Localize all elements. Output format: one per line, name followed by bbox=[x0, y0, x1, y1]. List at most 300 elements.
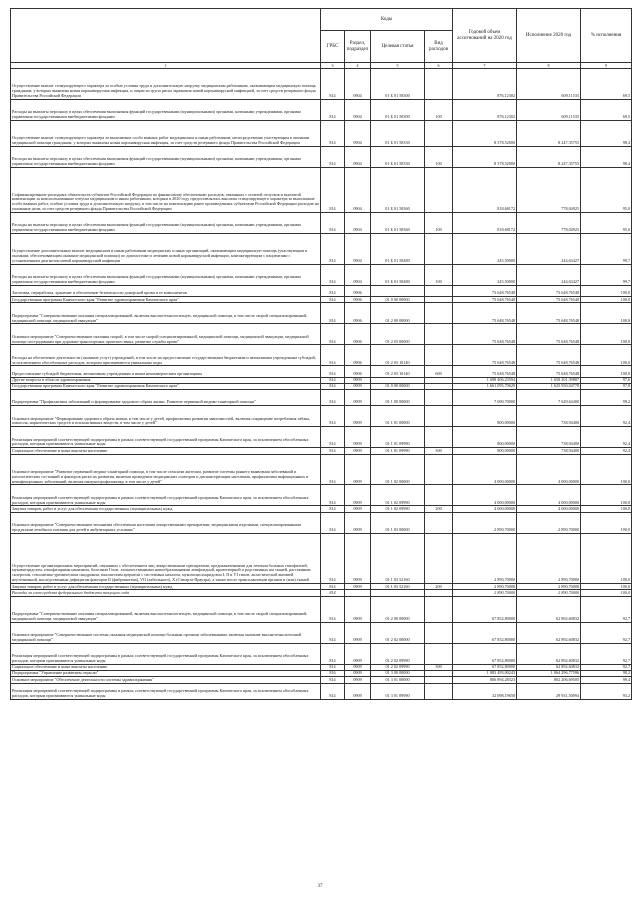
execution-value: 8 247,35755 bbox=[517, 146, 581, 167]
percent-value: 100,0 bbox=[581, 366, 632, 377]
target-article-header: Целевая статья bbox=[371, 31, 425, 63]
section-code: 0909 bbox=[345, 427, 371, 448]
table-row bbox=[11, 643, 632, 664]
row-name: Основное мероприятие "Совершенствование системы оказания медицинской помощи больным прочими заболеваниями, включая оказание высокотехнологичной медицинской помощи" bbox=[11, 622, 321, 643]
row-name: Осуществление выплат стимулирующего характера за выполнение особо важных работ медицинским и иным работникам, непосредственно участвующим в оказании медицинской помощи гражданам, у которых выявлена новая коронавирусная инфекция, за счет средств резервного фонда Правительства Российской Федерации bbox=[11, 120, 321, 146]
section-code: 0909 bbox=[345, 677, 371, 683]
target-article-code: 01 Б 01 58300 bbox=[371, 69, 425, 100]
section-code: 0904 bbox=[345, 167, 371, 213]
target-article-code: 01 Б 01 58480 bbox=[371, 264, 425, 285]
row-name: Предоставление субсидий бюджетным, автономным учреждениям и иным некоммерческим организациям bbox=[11, 366, 321, 377]
row-name: Расходы на выплаты персоналу в целях обеспечения выполнения функций государственными (муниципальными) органами, казенными учреждениями, органами управления государственными внебюджетными фондами bbox=[11, 146, 321, 167]
grbs-code: 814 bbox=[321, 303, 345, 324]
table-row bbox=[11, 146, 632, 167]
percent-value: 99,7 bbox=[581, 264, 632, 285]
expense-type-code: 600 bbox=[425, 366, 453, 377]
execution-value: 4 000,00000 bbox=[517, 454, 581, 485]
row-name: Основное мероприятие "Совершенствование оказания скорой, в том числе скорой специализированной, медицинской помощи, медицинской эвакуации, медицинской помощи пострадавшим при дорожно-транспортных происшествиях, развитие службы крови" bbox=[11, 324, 321, 345]
table-row bbox=[11, 324, 632, 345]
section-code: 0909 bbox=[345, 454, 371, 485]
grbs-code: 814 bbox=[321, 683, 345, 699]
percent-value: 100,0 bbox=[581, 324, 632, 345]
row-name: Софинансирование расходных обязательств субъектов Российской Федерации по финансовому обеспечению расходов, связанных с оплатой отпусков и выплатой компенсации за неиспользованные отпуска медицинским и иным работникам, которым в 2020 году предоставлялись выплаты стимулирующего характера за выполнение особо важных работ, особые условия труда и дополнительную нагрузку, в том числе на компенсацию ранее произведенных субъектами Российской Федерации расходов на указанные цели, за счет средств резервного фонда Правительства Российской Федерации bbox=[11, 167, 321, 213]
percent-value: 97,6 bbox=[581, 377, 632, 383]
grbs-code: 814 bbox=[321, 297, 345, 303]
execution-value: 2 890,70000 bbox=[517, 533, 581, 583]
grbs-code: 814 bbox=[321, 427, 345, 448]
grbs-code: 814 bbox=[321, 366, 345, 377]
section-code: 0904 bbox=[345, 264, 371, 285]
column-index: 9 bbox=[581, 63, 632, 69]
expense-type-code: 100 bbox=[425, 146, 453, 167]
percent-value: 98,2 bbox=[581, 670, 632, 676]
percent-value: 92,7 bbox=[581, 643, 632, 664]
grbs-code: 814 bbox=[321, 285, 345, 296]
target-article-code: 01 0 00 00000 bbox=[371, 383, 425, 389]
execution-value: 75 648,76548 bbox=[517, 285, 581, 296]
percent-value: 100,0 bbox=[581, 533, 632, 583]
column-index: 6 bbox=[425, 63, 453, 69]
grbs-code: 814 bbox=[321, 345, 345, 366]
execution-value: 75 648,76548 bbox=[517, 303, 581, 324]
execution-value: 2 890,70000 bbox=[517, 512, 581, 533]
percent-value: 100,0 bbox=[581, 285, 632, 296]
table-row bbox=[11, 213, 632, 234]
row-name: Реализация мероприятий соответствующей подпрограммы в рамках соответствующей государственной программы Камчатского края, за исключением обособленных расходов, которым присваиваются уникальные коды bbox=[11, 683, 321, 699]
expense-type-code: 100 bbox=[425, 264, 453, 285]
annual-volume-value: 8 378,52000 bbox=[453, 120, 517, 146]
annual-volume-value: 4 000,00000 bbox=[453, 485, 517, 506]
target-article-code: 01 1 02 09990 bbox=[371, 485, 425, 506]
percent-value: 100,0 bbox=[581, 584, 632, 590]
grbs-code: 814 bbox=[321, 664, 345, 670]
grbs-code: 814 bbox=[321, 512, 345, 533]
row-name: Реализация мероприятий соответствующей подпрограммы в рамках соответствующей государственной программы Камчатского края, за исключением обособленных расходов, которым присваиваются уникальные коды bbox=[11, 643, 321, 664]
column-index: 7 bbox=[453, 63, 517, 69]
annual-volume-value: 4 000,00000 bbox=[453, 454, 517, 485]
execution-value: 62 892,60832 bbox=[517, 596, 581, 622]
column-index: 1 bbox=[11, 63, 321, 69]
execution-value: 1 658 201,39887 bbox=[517, 377, 581, 383]
annual-volume-header: Годовой объем ассигнований на 2020 год bbox=[453, 9, 517, 63]
section-code: 0906 bbox=[345, 366, 371, 377]
table-row bbox=[11, 167, 632, 213]
percent-value: 100,0 bbox=[581, 512, 632, 533]
target-article-code: 01 Б 01 58360 bbox=[371, 213, 425, 234]
target-article-code: 01 2 00 00000 bbox=[371, 596, 425, 622]
annual-volume-value: 75 648,76548 bbox=[453, 324, 517, 345]
execution-value: 29 931,50094 bbox=[517, 683, 581, 699]
row-name: Расходы на выплаты персоналу в целях обеспечения выполнения функций государственными (муниципальными) органами, казенными учреждениями, органами управления государственными внебюджетными фондами bbox=[11, 264, 321, 285]
table-row bbox=[11, 390, 632, 406]
section-header: Раздел, подраздел bbox=[345, 31, 371, 63]
target-article-code: 01 Б 01 58330 bbox=[371, 146, 425, 167]
section-code: 0909 bbox=[345, 596, 371, 622]
expense-type-code bbox=[425, 285, 453, 296]
section-code: 0909 bbox=[345, 670, 371, 676]
annual-volume-value: 806 894,28323 bbox=[453, 677, 517, 683]
target-article-code: 01 1 02 00000 bbox=[371, 454, 425, 485]
execution-value: 8 247,35755 bbox=[517, 120, 581, 146]
expense-type-code bbox=[425, 345, 453, 366]
row-name: Закупка товаров, работ и услуг для обеспечения государственных (муниципальных) нужд bbox=[11, 584, 321, 590]
column-index: 3 bbox=[321, 63, 345, 69]
grbs-code: 814 bbox=[321, 643, 345, 664]
row-name: Заготовка, переработка, хранение и обеспечение безопасности донорской крови и ее компонентов bbox=[11, 285, 321, 296]
row-name: Подпрограмма "Профилактика заболеваний и формирование здорового образа жизни. Развитие первичной медико-санитарной помощи" bbox=[11, 390, 321, 406]
expense-type-code bbox=[425, 69, 453, 100]
percent-header: % исполнения bbox=[581, 9, 632, 63]
annual-volume-value: 1 661 095,70629 bbox=[453, 383, 517, 389]
table-row bbox=[11, 303, 632, 324]
target-article-code: 01 Б 01 58480 bbox=[371, 234, 425, 265]
section-code: 0909 bbox=[345, 506, 371, 512]
annual-volume-value: 7 690,70000 bbox=[453, 390, 517, 406]
section-code: 0904 bbox=[345, 146, 371, 167]
annual-volume-value: 67 852,80000 bbox=[453, 596, 517, 622]
annual-volume-value: 800,00000 bbox=[453, 427, 517, 448]
grbs-code: 814 bbox=[321, 454, 345, 485]
section-code: 0909 bbox=[345, 533, 371, 583]
grbs-code: 814 bbox=[321, 146, 345, 167]
execution-value: 244,63427 bbox=[517, 264, 581, 285]
row-name: Расходы на обеспечение деятельности (оказание услуг) учреждений, в том числе на предоставление государственным бюджетным и автономным учреждениям субсидий, за исключением обособленных расходов, которым присваиваются уникальные коды bbox=[11, 345, 321, 366]
annual-volume-value: 67 852,80000 bbox=[453, 643, 517, 664]
grbs-code: 814 bbox=[321, 69, 345, 100]
annual-volume-value: 32 098,19658 bbox=[453, 683, 517, 699]
execution-value: 609,11535 bbox=[517, 99, 581, 120]
percent-value: 99,4 bbox=[581, 677, 632, 683]
codes-header: Коды bbox=[321, 9, 453, 31]
section-code: 0909 bbox=[345, 448, 371, 454]
execution-value: 738,94400 bbox=[517, 406, 581, 427]
expense-type-code bbox=[425, 643, 453, 664]
grbs-code: 814 bbox=[321, 677, 345, 683]
row-name: Подпрограмма "Совершенствование оказания специализированной, включая высокотехнологичную, медицинской помощи, в том числе скорой специализированной, медицинской помощи, медицинской эвакуации" bbox=[11, 596, 321, 622]
table-row bbox=[11, 99, 632, 120]
table-row bbox=[11, 285, 632, 296]
row-name: Подпрограмма "Управление развитием отрасли" bbox=[11, 670, 321, 676]
expense-type-header: Вид расходов bbox=[425, 31, 453, 63]
execution-value: 4 000,00000 bbox=[517, 506, 581, 512]
table-row bbox=[11, 533, 632, 583]
percent-value: 93,2 bbox=[581, 683, 632, 699]
target-article-code: 01 1 03 00000 bbox=[371, 512, 425, 533]
annual-volume-value: 245,50000 bbox=[453, 264, 517, 285]
annual-volume-value: 8 378,52000 bbox=[453, 146, 517, 167]
target-article-code: 01 1 02 09990 bbox=[371, 506, 425, 512]
target-article-code: 01 1 03 52160 bbox=[371, 584, 425, 590]
annual-volume-value: 2 890,70000 bbox=[453, 533, 517, 583]
grbs-code: 814 bbox=[321, 596, 345, 622]
percent-value: 98,4 bbox=[581, 146, 632, 167]
percent-value: 69,5 bbox=[581, 99, 632, 120]
section-code: 0904 bbox=[345, 69, 371, 100]
name-column-header bbox=[11, 9, 321, 63]
annual-volume-value: 876,12302 bbox=[453, 69, 517, 100]
percent-value: 100,0 bbox=[581, 345, 632, 366]
execution-value: 75 648,76548 bbox=[517, 297, 581, 303]
page-number: 37 bbox=[317, 884, 323, 889]
execution-value: 4 000,00000 bbox=[517, 485, 581, 506]
annual-volume-value: 1 698 406,23594 bbox=[453, 377, 517, 383]
expense-type-code: 200 bbox=[425, 584, 453, 590]
budget-table bbox=[10, 8, 632, 700]
section-code: 0909 bbox=[345, 643, 371, 664]
percent-value: 69,5 bbox=[581, 69, 632, 100]
target-article-code: 01 Б 01 58300 bbox=[371, 99, 425, 120]
table-header bbox=[11, 9, 632, 69]
annual-volume-value: 2 890,70000 bbox=[453, 584, 517, 590]
section-code: 0909 bbox=[345, 390, 371, 406]
target-article-code: 01 3 01 09990 bbox=[371, 683, 425, 699]
target-article-code: 01 0 00 00000 bbox=[371, 297, 425, 303]
row-name: Другие вопросы в области здравоохранения bbox=[11, 377, 321, 383]
percent-value: 100,0 bbox=[581, 590, 632, 596]
grbs-code: 816 bbox=[321, 670, 345, 676]
expense-type-code bbox=[425, 303, 453, 324]
row-name: Реализация мероприятий соответствующей подпрограммы в рамках соответствующей государственной программы Камчатского края, за исключением обособленных расходов, которым присваиваются уникальные коды bbox=[11, 427, 321, 448]
expense-type-code bbox=[425, 512, 453, 533]
percent-value: 98,4 bbox=[581, 120, 632, 146]
grbs-code: 814 bbox=[321, 584, 345, 590]
section-code: 0906 bbox=[345, 297, 371, 303]
grbs-code: 814 bbox=[321, 448, 345, 454]
execution-value: 802 206,69505 bbox=[517, 677, 581, 683]
percent-value: 100,0 bbox=[581, 297, 632, 303]
grbs-code: 814 bbox=[321, 590, 345, 596]
execution-value: 62 892,60832 bbox=[517, 664, 581, 670]
section-code: 0904 bbox=[345, 234, 371, 265]
annual-volume-value: 67 852,80000 bbox=[453, 664, 517, 670]
row-name: Расходы на выплаты персоналу в целях обеспечения выполнения функций государственными (муниципальными) органами, казенными учреждениями, органами управления государственными внебюджетными фондами bbox=[11, 213, 321, 234]
target-article-code: 01 2 02 09990 bbox=[371, 643, 425, 664]
grbs-code: 814 bbox=[321, 485, 345, 506]
expense-type-code bbox=[425, 406, 453, 427]
percent-value: 100,0 bbox=[581, 506, 632, 512]
row-name: Закупка товаров, работ и услуг для обеспечения государственных (муниципальных) нужд bbox=[11, 506, 321, 512]
percent-value: 92,7 bbox=[581, 622, 632, 643]
annual-volume-value: 75 648,76548 bbox=[453, 303, 517, 324]
expense-type-code: 100 bbox=[425, 213, 453, 234]
execution-value: 738,94400 bbox=[517, 448, 581, 454]
annual-volume-value: 75 648,76548 bbox=[453, 285, 517, 296]
expense-type-code bbox=[425, 683, 453, 699]
table-row bbox=[11, 234, 632, 265]
execution-value: 75 648,76548 bbox=[517, 324, 581, 345]
percent-value: 92,4 bbox=[581, 406, 632, 427]
section-code: 0909 bbox=[345, 512, 371, 533]
percent-value: 95,0 bbox=[581, 213, 632, 234]
target-article-code: 01 2 02 00000 bbox=[371, 622, 425, 643]
expense-type-code bbox=[425, 485, 453, 506]
row-name: Реализация мероприятий соответствующей подпрограммы в рамках соответствующей государственной программы Камчатского края, за исключением обособленных расходов, которым присваиваются уникальные коды bbox=[11, 485, 321, 506]
table-row bbox=[11, 622, 632, 643]
row-name: Осуществление выплат стимулирующего характера за особые условия труда и дополнительную нагрузку медицинским работникам, оказывающим медицинскую помощь гражданам, у которых выявлена новая коронавирусная инфекция, и лицам из групп риска заражения новой коронавирусной инфекцией, за счет средств резервного фонда Правительства Российской Федерации bbox=[11, 69, 321, 100]
grbs-code: 814 bbox=[321, 167, 345, 213]
target-article-code: 01 1 01 09990 bbox=[371, 427, 425, 448]
section-code: 0906 bbox=[345, 345, 371, 366]
percent-value: 92,4 bbox=[581, 448, 632, 454]
annual-volume-value: 818,68172 bbox=[453, 213, 517, 234]
section-code: 0909 bbox=[345, 584, 371, 590]
section-code: 0909 bbox=[345, 485, 371, 506]
row-name: Государственная программа Камчатского края "Развитие здравоохранения Камчатского края" bbox=[11, 297, 321, 303]
annual-volume-value: 75 648,76548 bbox=[453, 297, 517, 303]
row-name: Основное мероприятие "Формирование здорового образа жизни, в том числе у детей, профилактика развития зависимостей, включая сокращение потребления табака, алкоголя, наркотических средств и психоактивных веществ, в том числе у детей" bbox=[11, 406, 321, 427]
target-article-code: 01 1 00 00000 bbox=[371, 390, 425, 406]
row-name: Социальное обеспечение и иные выплаты населению bbox=[11, 664, 321, 670]
percent-value: 95,0 bbox=[581, 167, 632, 213]
expense-type-code bbox=[425, 596, 453, 622]
section-code: 0904 bbox=[345, 120, 371, 146]
annual-volume-value: 800,00000 bbox=[453, 448, 517, 454]
row-name: Осуществление организационных мероприятий, связанных с обеспечением лиц лекарственными препаратами, предназначенными для лечения больных гемофилией, муковисцидозом, гипофизарным нанизмом, болезнью Гоше, злокачественными новообразованиями лимфоидной, кроветворной и родственных им тканей, рассеянным склерозом, гемолитико-уремическим синдромом, юношеским артритом с системным началом, мукополисахаридозом I, II и VI типов, апластической анемией неуточненной, наследственным дефицитом факторов II (фибриногена), VII (лабильного), X (Стюарта-Прауэра), а также после трансплантации органов и (или) тканей bbox=[11, 533, 321, 583]
table-row bbox=[11, 596, 632, 622]
section-code: 0904 bbox=[345, 99, 371, 120]
table-row bbox=[11, 120, 632, 146]
table-row bbox=[11, 69, 632, 100]
execution-value: 75 648,76548 bbox=[517, 345, 581, 366]
execution-value: 1 064 296,77596 bbox=[517, 670, 581, 676]
annual-volume-value: 67 852,80000 bbox=[453, 622, 517, 643]
table-row bbox=[11, 512, 632, 533]
target-article-code: 01 1 01 09990 bbox=[371, 448, 425, 454]
annual-volume-value: 818,68172 bbox=[453, 167, 517, 213]
percent-value: 100,0 bbox=[581, 303, 632, 324]
annual-volume-value: 75 648,76548 bbox=[453, 366, 517, 377]
execution-value: 7 629,64400 bbox=[517, 390, 581, 406]
percent-value: 100,0 bbox=[581, 485, 632, 506]
table-body bbox=[11, 69, 632, 700]
execution-value: 778,04925 bbox=[517, 213, 581, 234]
section-code: 0904 bbox=[345, 213, 371, 234]
target-article-code: 01 3 00 00000 bbox=[371, 670, 425, 676]
grbs-code: 814 bbox=[321, 506, 345, 512]
percent-value: 100,0 bbox=[581, 454, 632, 485]
grbs-code: 814 bbox=[321, 99, 345, 120]
annual-volume-value: 2 890,70000 bbox=[453, 512, 517, 533]
section-code: 0909 bbox=[345, 406, 371, 427]
target-article-code: 01 2 03 00000 bbox=[371, 324, 425, 345]
expense-type-code: 100 bbox=[425, 99, 453, 120]
execution-header: Исполнение 2020 год bbox=[517, 9, 581, 63]
execution-value: 75 648,76548 bbox=[517, 366, 581, 377]
percent-value: 92,7 bbox=[581, 664, 632, 670]
annual-volume-value: 800,00000 bbox=[453, 406, 517, 427]
annual-volume-value: 876,12302 bbox=[453, 99, 517, 120]
section-code: 0909 bbox=[345, 664, 371, 670]
target-article-code: 01 Б 01 58330 bbox=[371, 120, 425, 146]
section-code: 0909 bbox=[345, 377, 371, 383]
expense-type-code bbox=[425, 390, 453, 406]
annual-volume-value: 245,50000 bbox=[453, 234, 517, 265]
expense-type-code bbox=[425, 167, 453, 213]
section-code: 0909 bbox=[345, 683, 371, 699]
grbs-code: 814 bbox=[321, 377, 345, 383]
target-article-code: 01 Б 01 58360 bbox=[371, 167, 425, 213]
target-article-code: 01 1 03 52160 bbox=[371, 533, 425, 583]
row-name: Основное мероприятие "Совершенствование механизма обеспечения населения лекарственными препаратами, медицинскими изделиями, специализированными продуктами лечебного питания для детей в амбулаторных условиях" bbox=[11, 512, 321, 533]
row-name: Основное мероприятие "Развитие первичной медико-санитарной помощи, в том числе сельским жителям, развитие системы раннего выявления заболеваний и патологических состояний и факторов риска их развития, включая проведение медицинских осмотров и диспансеризации населения, профилактика инфекционных и неинфекционных заболеваний, включая иммунопрофилактику, в том числе у детей" bbox=[11, 454, 321, 485]
section-code: 0906 bbox=[345, 285, 371, 296]
grbs-code: 814 bbox=[321, 264, 345, 285]
expense-type-code: 300 bbox=[425, 664, 453, 670]
target-article-code: 01 2 03 10140 bbox=[371, 366, 425, 377]
row-name: Расходы за счет средств федерального бюджета текущего года bbox=[11, 590, 321, 596]
target-article-code: 01 2 02 09990 bbox=[371, 664, 425, 670]
target-article-code bbox=[371, 285, 425, 296]
row-name: Государственная программа Камчатского края "Развитие здравоохранения Камчатского края" bbox=[11, 383, 321, 389]
grbs-header: ГРБС bbox=[321, 31, 345, 63]
annual-volume-value: 75 648,76548 bbox=[453, 345, 517, 366]
annual-volume-value: 4 000,00000 bbox=[453, 506, 517, 512]
target-article-code: 01 3 01 00000 bbox=[371, 677, 425, 683]
grbs-code: 814 bbox=[321, 406, 345, 427]
execution-value: 1 625 950,04778 bbox=[517, 383, 581, 389]
expense-type-code bbox=[425, 120, 453, 146]
table-row bbox=[11, 485, 632, 506]
section-code: 0909 bbox=[345, 622, 371, 643]
grbs-code: 814 bbox=[321, 234, 345, 265]
execution-value: 62 892,60832 bbox=[517, 622, 581, 643]
section-code: 0909 bbox=[345, 383, 371, 389]
target-article-code: 01 2 03 10140 bbox=[371, 345, 425, 366]
row-name: Осуществление дополнительных выплат медицинским и иным работникам медицинских и иных организаций, оказывающим медицинскую помощь (участвующим в оказании, обеспечивающим оказание медицинской помощи) по диагностике и лечению новой коронавирусной инфекции, контактирующим с пациентами с установленным диагнозом новой коронавирусной инфекции bbox=[11, 234, 321, 265]
table-row bbox=[11, 406, 632, 427]
execution-value: 62 892,60832 bbox=[517, 643, 581, 664]
section-code: 0906 bbox=[345, 303, 371, 324]
grbs-code: 814 bbox=[321, 383, 345, 389]
expense-type-code bbox=[425, 454, 453, 485]
grbs-code: 814 bbox=[321, 390, 345, 406]
execution-value: 778,04925 bbox=[517, 167, 581, 213]
expense-type-code bbox=[425, 427, 453, 448]
expense-type-code: 200 bbox=[425, 506, 453, 512]
percent-value: 92,7 bbox=[581, 596, 632, 622]
table-row bbox=[11, 345, 632, 366]
table-row bbox=[11, 427, 632, 448]
expense-type-code bbox=[425, 234, 453, 265]
execution-value: 609,11535 bbox=[517, 69, 581, 100]
percent-value: 99,2 bbox=[581, 390, 632, 406]
row-name: Социальное обеспечение и иные выплаты населению bbox=[11, 448, 321, 454]
table-row bbox=[11, 683, 632, 699]
row-name: Основное мероприятие "Обеспечение деятельности системы здравоохранения" bbox=[11, 677, 321, 683]
expense-type-code bbox=[425, 324, 453, 345]
column-index: 5 bbox=[371, 63, 425, 69]
column-index: 8 bbox=[517, 63, 581, 69]
grbs-code: 814 bbox=[321, 622, 345, 643]
row-name: Подпрограмма "Совершенствование оказания специализированной, включая высокотехнологичную, медицинской помощи, в том числе скорой специализированной, медицинской помощи, медицинской эвакуации" bbox=[11, 303, 321, 324]
grbs-code: 814 bbox=[321, 324, 345, 345]
execution-value: 2 890,70000 bbox=[517, 590, 581, 596]
percent-value: 97,8 bbox=[581, 383, 632, 389]
grbs-code: 814 bbox=[321, 213, 345, 234]
table-row bbox=[11, 366, 632, 377]
grbs-code: 814 bbox=[321, 533, 345, 583]
target-article-code: 01 2 00 00000 bbox=[371, 303, 425, 324]
table-row bbox=[11, 454, 632, 485]
grbs-code: 814 bbox=[321, 120, 345, 146]
row-name: Расходы на выплаты персоналу в целях обеспечения выполнения функций государственными (муниципальными) органами, казенными учреждениями, органами управления государственными внебюджетными фондами bbox=[11, 99, 321, 120]
percent-value: 92,4 bbox=[581, 427, 632, 448]
execution-value: 244,63427 bbox=[517, 234, 581, 265]
expense-type-code: 300 bbox=[425, 448, 453, 454]
table-row bbox=[11, 264, 632, 285]
target-article-code: 01 1 01 00000 bbox=[371, 406, 425, 427]
annual-volume-value: 2 890,70000 bbox=[453, 590, 517, 596]
